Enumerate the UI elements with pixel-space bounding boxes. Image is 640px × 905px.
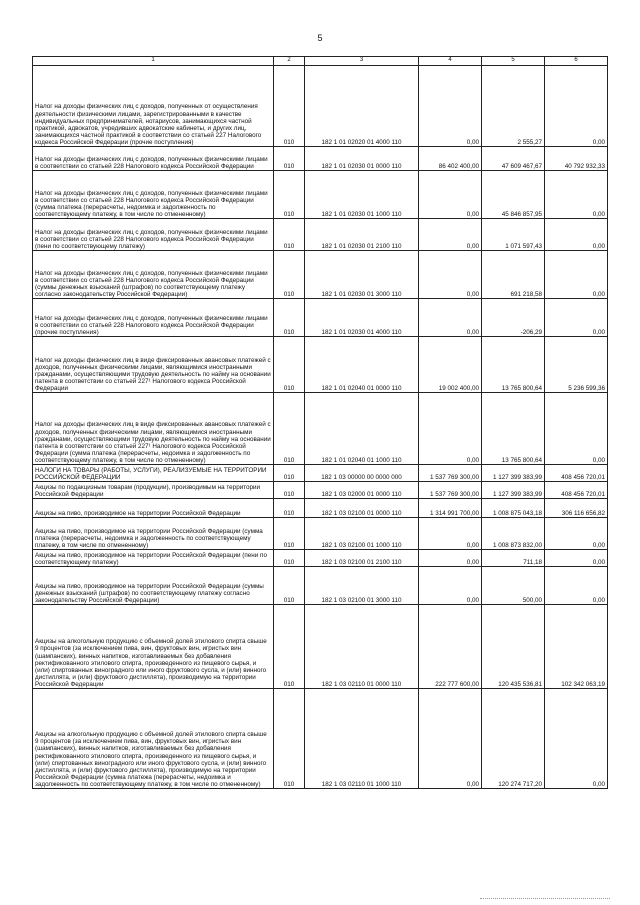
row-budget-code: 182 1 01 02030 01 0000 110	[305, 147, 419, 171]
row-executed-amount: 1 008 875 043,18	[482, 499, 545, 518]
row-budget-code: 182 1 03 02100 01 3000 110	[305, 567, 419, 605]
row-line-code: 010	[274, 567, 305, 605]
row-line-code: 010	[274, 550, 305, 567]
row-executed-amount: 47 609 467,67	[482, 147, 545, 171]
row-budget-code: 182 1 01 02040 01 1000 110	[305, 393, 419, 465]
row-budget-code: 182 1 01 02030 01 4000 110	[305, 299, 419, 337]
row-approved-amount: 19 002 400,00	[419, 337, 482, 393]
row-name: Акцизы на пиво, производимое на территории Российской Федерации	[33, 499, 274, 518]
table-row	[33, 518, 608, 550]
row-approved-amount: 0,00	[419, 219, 482, 251]
row-line-code: 010	[274, 518, 305, 550]
row-approved-amount: 1 537 769 300,00	[419, 465, 482, 482]
row-line-code: 010	[274, 482, 305, 499]
row-budget-code: 182 1 03 02100 01 2100 110	[305, 550, 419, 567]
row-line-code: 010	[274, 251, 305, 299]
row-name: Налог на доходы физических лиц с доходов, полученных физическими лицами в соответствии со статьей 228 Налогового кодекса Российской Федерации (пени по соответствующему платежу)	[33, 219, 274, 251]
row-approved-amount: 0,00	[419, 550, 482, 567]
row-name: Налог на доходы физических лиц с доходов, полученных от осуществления деятельности физическими лицами, зарегистрированными в качестве индивидуальных предпринимателей, нотариусов, занимающихся частной практикой, адвокатов, учредивших адвокатские кабинеты, и других лиц, занимающихся частной практикой в соответствии со статьей 227 Налогового кодекса Российской Федерации (прочие поступления)	[33, 66, 274, 147]
table-row	[33, 251, 608, 299]
row-name: Акцизы на пиво, производимое на территории Российской Федерации (суммы денежных взысканий (штрафов) по соответствующему платежу согласно законодательству Российской Федерации)	[33, 567, 274, 605]
row-line-code: 010	[274, 219, 305, 251]
column-header-1: 1	[33, 57, 274, 66]
column-header-3: 3	[305, 57, 419, 66]
table-row	[33, 550, 608, 567]
row-unexecuted-amount: 408 456 720,01	[545, 482, 608, 499]
row-approved-amount: 0,00	[419, 251, 482, 299]
row-unexecuted-amount: 0,00	[545, 66, 608, 147]
row-budget-code: 182 1 03 02100 01 1000 110	[305, 518, 419, 550]
table-row	[33, 689, 608, 789]
row-name: Акцизы по подакцизным товарам (продукции), производимым на территории Российской Федерации	[33, 482, 274, 499]
row-approved-amount: 0,00	[419, 299, 482, 337]
row-unexecuted-amount: 0,00	[545, 518, 608, 550]
row-executed-amount: 500,00	[482, 567, 545, 605]
row-unexecuted-amount: 0,00	[545, 567, 608, 605]
table-row	[33, 171, 608, 219]
row-approved-amount: 222 777 600,00	[419, 605, 482, 689]
row-line-code: 010	[274, 337, 305, 393]
row-name: НАЛОГИ НА ТОВАРЫ (РАБОТЫ, УСЛУГИ), РЕАЛИЗУЕМЫЕ НА ТЕРРИТОРИИ РОССИЙСКОЙ ФЕДЕРАЦИИ	[33, 465, 274, 482]
column-number-row	[33, 57, 608, 66]
row-name: Налог на доходы физических лиц в виде фиксированных авансовых платежей с доходов, полученных физическими лицами, являющимися иностранными гражданами, осуществляющими трудовую деятельность по найму на основании патента в соответствии со статьей 227¹ Налогового кодекса Российской Федерации (сумма платежа (перерасчеты, недоимка и задолженность по соответствующему платежу, в том числе по отмененному)	[33, 393, 274, 465]
row-budget-code: 182 1 01 02030 01 2100 110	[305, 219, 419, 251]
row-executed-amount: 120 435 536,81	[482, 605, 545, 689]
column-header-5: 5	[482, 57, 545, 66]
row-budget-code: 182 1 03 00000 00 0000 000	[305, 465, 419, 482]
row-line-code: 010	[274, 465, 305, 482]
table-row	[33, 605, 608, 689]
row-executed-amount: 1 008 873 832,00	[482, 518, 545, 550]
row-unexecuted-amount: 0,00	[545, 299, 608, 337]
row-name: Налог на доходы физических лиц с доходов, полученных физическими лицами в соответствии со статьей 228 Налогового кодекса Российской Федерации (прочие поступления)	[33, 299, 274, 337]
row-line-code: 010	[274, 147, 305, 171]
row-unexecuted-amount: 5 236 599,36	[545, 337, 608, 393]
table-row	[33, 465, 608, 482]
row-executed-amount: 45 846 857,95	[482, 171, 545, 219]
row-unexecuted-amount: 40 792 932,33	[545, 147, 608, 171]
row-executed-amount: 13 765 800,64	[482, 393, 545, 465]
row-budget-code: 182 1 03 02100 01 0000 110	[305, 499, 419, 518]
row-budget-code: 182 1 01 02030 01 3000 110	[305, 251, 419, 299]
row-approved-amount: 0,00	[419, 567, 482, 605]
row-line-code: 010	[274, 689, 305, 789]
row-budget-code: 182 1 03 02000 01 0000 110	[305, 482, 419, 499]
column-header-2: 2	[274, 57, 305, 66]
row-executed-amount: 120 274 717,20	[482, 689, 545, 789]
row-name: Акцизы на алкогольную продукцию с объемной долей этилового спирта свыше 9 процентов (за исключением пива, вин, фруктовых вин, игристых вин (шампанских), винных напитков, изготавливаемых без добавления ректификованного этилового спирта, произведенного из пищевого сырья, и (или) спиртованных виноградного или иного фруктового сусла, и (или) винного дистиллята, и (или) фруктового дистиллята), производимую на территории Российской Федерации	[33, 605, 274, 689]
row-line-code: 010	[274, 66, 305, 147]
row-executed-amount: 691 218,58	[482, 251, 545, 299]
table-row	[33, 499, 608, 518]
row-approved-amount: 0,00	[419, 393, 482, 465]
row-executed-amount: -206,29	[482, 299, 545, 337]
row-executed-amount: 13 765 800,64	[482, 337, 545, 393]
row-budget-code: 182 1 01 02040 01 0000 110	[305, 337, 419, 393]
row-name: Налог на доходы физических лиц в виде фиксированных авансовых платежей с доходов, полученных физическими лицами, являющимися иностранными гражданами, осуществляющими трудовую деятельность по найму на основании патента в соответствии со статьей 227¹ Налогового кодекса Российской Федерации	[33, 337, 274, 393]
row-approved-amount: 0,00	[419, 66, 482, 147]
table-row	[33, 482, 608, 499]
row-name: Налог на доходы физических лиц с доходов, полученных физическими лицами в соответствии со статьей 228 Налогового кодекса Российской Федерации (суммы денежных взысканий (штрафов) по соответствующему платежу согласно законодательству Российской Федерации)	[33, 251, 274, 299]
table-row	[33, 147, 608, 171]
page-footer-mark	[480, 898, 610, 899]
row-name: Акцизы на пиво, производимое на территории Российской Федерации (пени по соответствующему платежу)	[33, 550, 274, 567]
row-name: Акцизы на алкогольную продукцию с объемной долей этилового спирта свыше 9 процентов (за исключением пива, вин, фруктовых вин, игристых вин (шампанских), винных напитков, изготавливаемых без добавления ректификованного этилового спирта, произведенного из пищевого сырья, и (или) спиртованных виноградного или иного фруктового сусла, и (или) винного дистиллята, и (или) фруктового дистиллята), производимую на территории Российской Федерации (сумма платежа (перерасчеты, недоимка и задолженность по соответствующему платежу, в том числе по отмененному)	[33, 689, 274, 789]
page-number: 5	[317, 33, 323, 43]
row-unexecuted-amount: 306 116 656,82	[545, 499, 608, 518]
table-row	[33, 337, 608, 393]
row-unexecuted-amount: 408 456 720,01	[545, 465, 608, 482]
row-budget-code: 182 1 03 02110 01 0000 110	[305, 605, 419, 689]
table-row	[33, 393, 608, 465]
row-approved-amount: 86 402 400,00	[419, 147, 482, 171]
row-line-code: 010	[274, 393, 305, 465]
row-approved-amount: 1 537 769 300,00	[419, 482, 482, 499]
table-row	[33, 567, 608, 605]
row-budget-code: 182 1 03 02110 01 1000 110	[305, 689, 419, 789]
row-name: Налог на доходы физических лиц с доходов, полученных физическими лицами в соответствии со статьей 228 Налогового кодекса Российской Федерации (сумма платежа (перерасчеты, недоимка и задолженность по соответствующему платежу, в том числе по отмененному)	[33, 171, 274, 219]
row-line-code: 010	[274, 171, 305, 219]
table-row	[33, 299, 608, 337]
row-executed-amount: 1 071 597,43	[482, 219, 545, 251]
row-unexecuted-amount: 0,00	[545, 219, 608, 251]
row-executed-amount: 1 127 399 383,99	[482, 482, 545, 499]
table-row	[33, 219, 608, 251]
row-approved-amount: 0,00	[419, 689, 482, 789]
row-approved-amount: 0,00	[419, 518, 482, 550]
row-budget-code: 182 1 01 02020 01 4000 110	[305, 66, 419, 147]
row-unexecuted-amount: 0,00	[545, 550, 608, 567]
revenue-table	[32, 56, 608, 789]
row-line-code: 010	[274, 499, 305, 518]
row-unexecuted-amount: 0,00	[545, 171, 608, 219]
row-name: Акцизы на пиво, производимое на территории Российской Федерации (сумма платежа (перерасчеты, недоимка и задолженность по соответствующему платежу, в том числе по отмененному)	[33, 518, 274, 550]
row-unexecuted-amount: 0,00	[545, 251, 608, 299]
column-header-6: 6	[545, 57, 608, 66]
row-unexecuted-amount: 0,00	[545, 689, 608, 789]
row-line-code: 010	[274, 605, 305, 689]
row-budget-code: 182 1 01 02030 01 1000 110	[305, 171, 419, 219]
row-approved-amount: 1 314 991 700,00	[419, 499, 482, 518]
row-name: Налог на доходы физических лиц с доходов, полученных физическими лицами в соответствии со статьей 228 Налогового кодекса Российской Федерации	[33, 147, 274, 171]
row-unexecuted-amount: 102 342 063,19	[545, 605, 608, 689]
row-line-code: 010	[274, 299, 305, 337]
row-executed-amount: 2 555,27	[482, 66, 545, 147]
column-header-4: 4	[419, 57, 482, 66]
table-row	[33, 66, 608, 147]
row-executed-amount: 1 127 399 383,99	[482, 465, 545, 482]
row-executed-amount: 711,18	[482, 550, 545, 567]
row-approved-amount: 0,00	[419, 171, 482, 219]
row-unexecuted-amount: 0,00	[545, 393, 608, 465]
